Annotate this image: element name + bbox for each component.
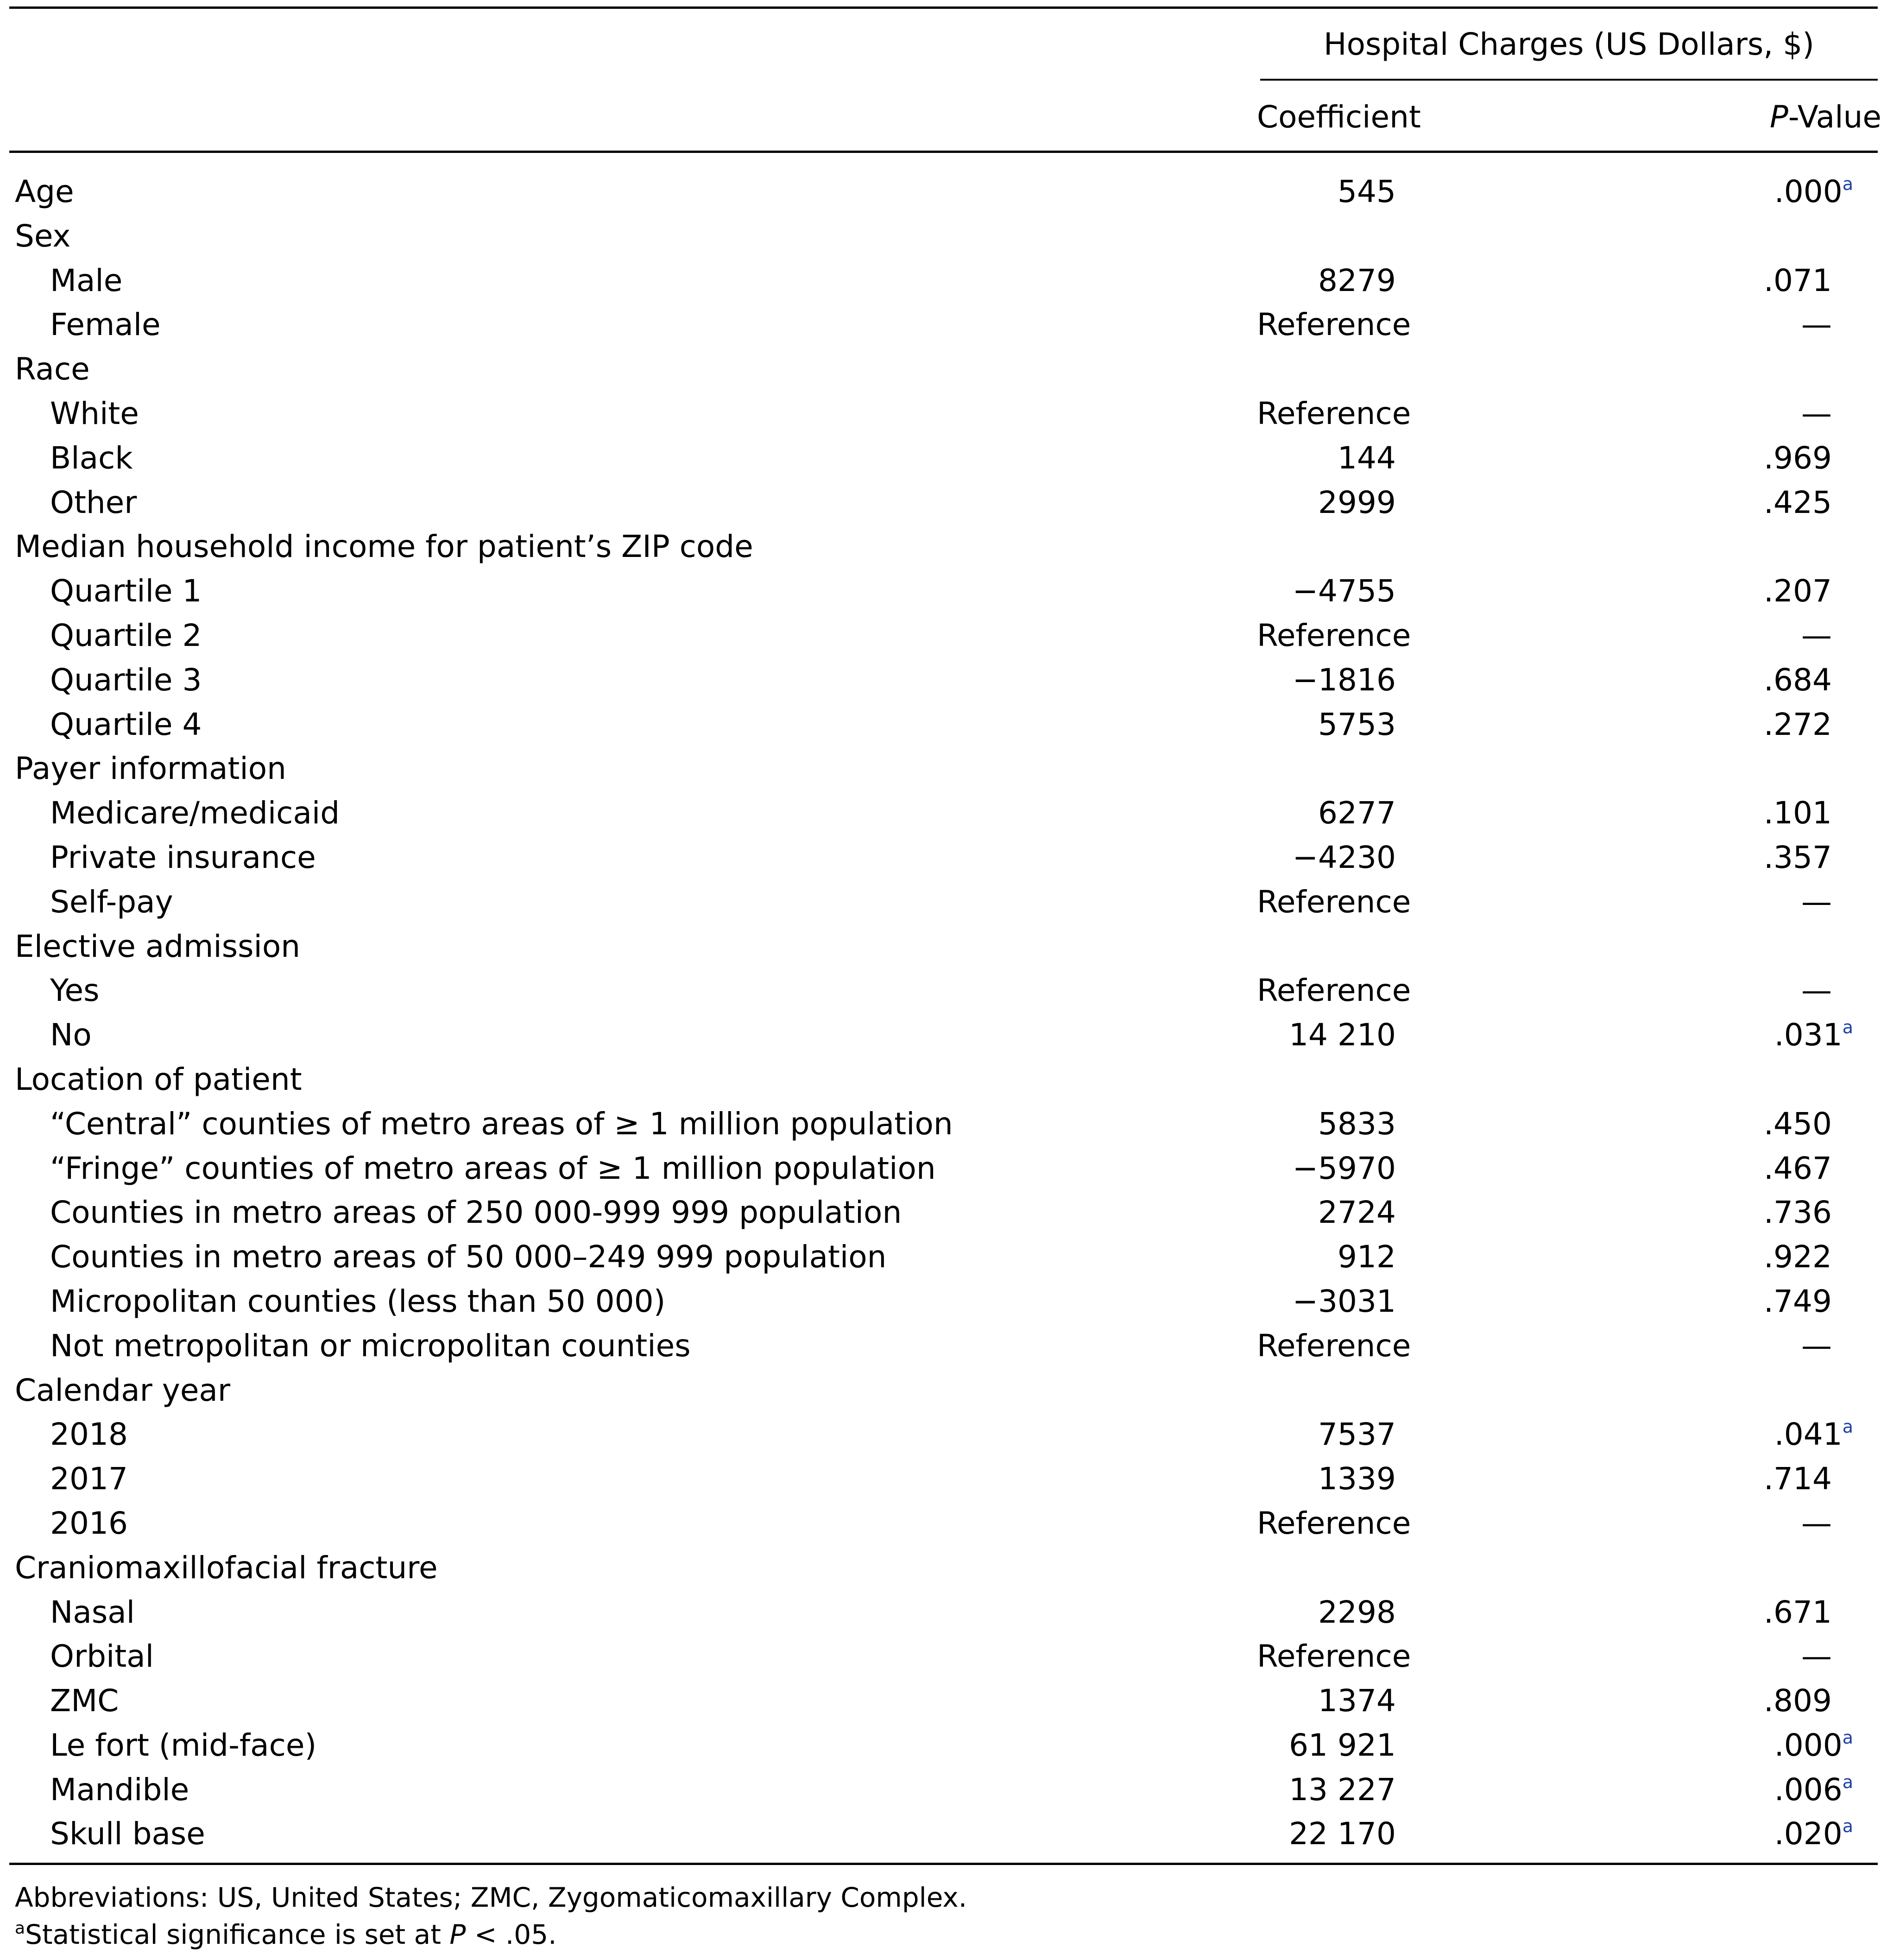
pvalue-text: — (1801, 617, 1832, 653)
significance-footnote (15, 1916, 967, 1957)
table-row (0, 1412, 1887, 1457)
table-row (0, 525, 1887, 569)
coefficient-cell: 2724 (1318, 1195, 1396, 1231)
coefficient-cell: Reference (1257, 884, 1411, 920)
pvalue-text: .467 (1764, 1150, 1832, 1186)
coefficient-cell: Reference (1257, 617, 1411, 653)
coefficient-cell: −1816 (1292, 662, 1396, 698)
table-body (0, 170, 1887, 1856)
pvalue-text: .000 (1774, 1727, 1843, 1763)
table-row (0, 1723, 1887, 1768)
coefficient-cell: 144 (1338, 440, 1396, 476)
significance-marker: a (1842, 1727, 1853, 1748)
pvalue-cell (1710, 436, 1832, 481)
table-row (0, 658, 1887, 702)
pvalue-cell (1710, 1190, 1832, 1235)
pvalue-cell (1710, 1146, 1832, 1191)
footnote-text-before: Statistical significance is set at (25, 1919, 450, 1950)
table-row (0, 1812, 1887, 1856)
pvalue-text: .357 (1764, 839, 1832, 875)
pvalue-text: .809 (1764, 1683, 1832, 1719)
pvalue-cell (1710, 1634, 1832, 1679)
row-label: Payer information (15, 751, 286, 787)
table-header-rule (9, 151, 1878, 153)
table-row (0, 835, 1887, 880)
coefficient-cell: 912 (1338, 1239, 1396, 1275)
row-label: Quartile 2 (50, 617, 202, 653)
row-label: 2016 (50, 1505, 128, 1541)
significance-marker: a (1842, 1416, 1853, 1437)
pvalue-text: .041 (1774, 1416, 1843, 1453)
pvalue-cell (1710, 702, 1832, 747)
significance-marker: a (1842, 1816, 1853, 1837)
table-top-rule (9, 6, 1878, 9)
table-row (0, 1679, 1887, 1723)
coefficient-cell: 14 210 (1289, 1017, 1396, 1053)
pvalue-text: .207 (1764, 573, 1832, 609)
coefficient-cell: 7537 (1318, 1416, 1396, 1453)
table-row (0, 1634, 1887, 1679)
pvalue-text: — (1801, 395, 1832, 431)
row-label: Le fort (mid-face) (50, 1727, 317, 1763)
pvalue-text: .736 (1764, 1195, 1832, 1231)
footnote-marker: a (15, 1919, 25, 1938)
table-row (0, 791, 1887, 835)
pvalue-cell (1710, 1412, 1853, 1461)
coefficient-cell: −3031 (1292, 1283, 1396, 1319)
coefficient-cell: 5753 (1318, 706, 1396, 742)
pvalue-cell (1710, 1768, 1853, 1817)
row-label: Quartile 4 (50, 706, 202, 742)
row-label: Counties in metro areas of 250 000-999 999 population (50, 1195, 902, 1231)
pvalue-text: — (1801, 884, 1832, 920)
footnote-text-after: < .05. (466, 1919, 557, 1950)
pvalue-cell (1710, 658, 1832, 702)
abbreviations-note: Abbreviations: US, United States; ZMC, Zygomaticomaxillary Complex. (15, 1882, 967, 1913)
pvalue-cell (1710, 1102, 1832, 1146)
table-bottom-rule (9, 1863, 1878, 1865)
pvalue-text: — (1801, 1505, 1832, 1541)
table-row (0, 1768, 1887, 1812)
table-row (0, 880, 1887, 924)
table-row (0, 392, 1887, 436)
coefficient-cell: 13 227 (1289, 1771, 1396, 1808)
row-label: Mandible (50, 1771, 189, 1808)
pvalue-cell (1710, 1013, 1853, 1062)
pvalue-text: — (1801, 307, 1832, 343)
coefficient-cell: 2999 (1318, 484, 1396, 520)
pvalue-text: .922 (1764, 1239, 1832, 1275)
footnote-text-italic: P (449, 1919, 466, 1950)
row-label: No (50, 1017, 92, 1053)
table-row (0, 1057, 1887, 1102)
pvalue-cell (1710, 1235, 1832, 1279)
table-row (0, 1013, 1887, 1057)
coefficient-cell: 1339 (1318, 1461, 1396, 1497)
row-label: “Central” counties of metro areas of ≥ 1 million population (50, 1106, 953, 1142)
pvalue-cell (1710, 1324, 1832, 1368)
row-label: Counties in metro areas of 50 000–249 999 population (50, 1239, 887, 1275)
row-label: Elective admission (15, 928, 301, 964)
row-label: White (50, 395, 139, 431)
table-row (0, 1546, 1887, 1590)
table-row (0, 702, 1887, 747)
pvalue-cell (1710, 968, 1832, 1013)
pvalue-cell (1710, 392, 1832, 436)
table-row (0, 214, 1887, 259)
pvalue-text: .425 (1764, 484, 1832, 520)
table-notes (15, 1879, 967, 1957)
pvalue-cell (1710, 1457, 1832, 1501)
significance-marker: a (1842, 1771, 1853, 1792)
table-row (0, 347, 1887, 392)
pvalue-text: .031 (1774, 1017, 1843, 1053)
coefficient-cell: 6277 (1318, 795, 1396, 831)
pvalue-text: .684 (1764, 662, 1832, 698)
table-row (0, 1235, 1887, 1279)
pvalue-text: — (1801, 1328, 1832, 1364)
column-header-pvalue (1770, 99, 1881, 136)
row-label: Skull base (50, 1816, 205, 1852)
pvalue-text: — (1801, 1638, 1832, 1675)
table-row (0, 436, 1887, 481)
row-label: Black (50, 440, 133, 476)
pvalue-cell (1710, 1679, 1832, 1723)
pvalue-text: .020 (1774, 1816, 1843, 1852)
pvalue-cell (1710, 1501, 1832, 1546)
table-row (0, 170, 1887, 214)
coefficient-cell: −4230 (1292, 839, 1396, 875)
table-row (0, 1457, 1887, 1501)
table-row (0, 1590, 1887, 1635)
row-label: 2017 (50, 1461, 128, 1497)
row-label: Not metropolitan or micropolitan counties (50, 1328, 691, 1364)
coefficient-cell: 2298 (1318, 1594, 1396, 1630)
table-row (0, 1102, 1887, 1146)
coefficient-cell: −4755 (1292, 573, 1396, 609)
row-label: “Fringe” counties of metro areas of ≥ 1 million population (50, 1150, 936, 1186)
row-label: Calendar year (15, 1372, 230, 1408)
row-label: Orbital (50, 1638, 154, 1675)
table-row (0, 1501, 1887, 1546)
coefficient-cell: 5833 (1318, 1106, 1396, 1142)
coefficient-cell: Reference (1257, 1638, 1411, 1675)
coefficient-cell: Reference (1257, 307, 1411, 343)
pvalue-header-rest: -Value (1788, 99, 1882, 135)
table-row (0, 259, 1887, 303)
pvalue-cell (1710, 1723, 1853, 1772)
table-row (0, 569, 1887, 613)
table-row (0, 1146, 1887, 1191)
pvalue-text: .071 (1764, 262, 1832, 298)
pvalue-text: .714 (1764, 1461, 1832, 1497)
table-row (0, 613, 1887, 658)
row-label: Male (50, 262, 123, 298)
table-row (0, 746, 1887, 791)
coefficient-cell: 22 170 (1289, 1816, 1396, 1852)
coefficient-cell: Reference (1257, 395, 1411, 431)
row-label: Race (15, 351, 90, 387)
table-row (0, 1279, 1887, 1324)
row-label: Medicare/medicaid (50, 795, 340, 831)
row-label: Nasal (50, 1594, 135, 1630)
pvalue-cell (1710, 259, 1832, 303)
row-label: Sex (15, 218, 71, 254)
significance-marker: a (1842, 174, 1853, 194)
significance-marker: a (1842, 1017, 1853, 1038)
table-row (0, 924, 1887, 969)
pvalue-text: .272 (1764, 706, 1832, 742)
pvalue-header-italic: P (1770, 99, 1788, 135)
coefficient-cell: 8279 (1318, 262, 1396, 298)
pvalue-cell (1710, 303, 1832, 347)
coefficient-cell: 1374 (1318, 1683, 1396, 1719)
pvalue-cell (1710, 1279, 1832, 1324)
pvalue-text: .000 (1774, 174, 1843, 209)
row-label: 2018 (50, 1416, 128, 1453)
pvalue-text: .969 (1764, 440, 1832, 476)
coefficient-cell: 61 921 (1289, 1727, 1396, 1763)
coefficient-cell: Reference (1257, 1505, 1411, 1541)
row-label: Craniomaxillofacial fracture (15, 1549, 438, 1586)
pvalue-text: .749 (1764, 1283, 1832, 1319)
table-row (0, 1190, 1887, 1235)
row-label: Age (15, 174, 74, 209)
table-row (0, 481, 1887, 525)
pvalue-text: .450 (1764, 1106, 1832, 1142)
pvalue-cell (1710, 835, 1832, 880)
pvalue-text: .671 (1764, 1594, 1832, 1630)
row-label: Private insurance (50, 839, 316, 875)
row-label: Quartile 3 (50, 662, 202, 698)
pvalue-cell (1710, 613, 1832, 658)
pvalue-cell (1710, 170, 1853, 219)
table-row (0, 1368, 1887, 1413)
coefficient-cell: Reference (1257, 973, 1411, 1009)
span-header-rule (1260, 79, 1878, 81)
coefficient-cell: −5970 (1292, 1150, 1396, 1186)
coefficient-cell: 545 (1338, 174, 1396, 209)
pvalue-cell (1710, 569, 1832, 613)
pvalue-text: .101 (1764, 795, 1832, 831)
row-label: ZMC (50, 1683, 119, 1719)
row-label: Yes (50, 973, 100, 1009)
pvalue-text: .006 (1774, 1771, 1843, 1808)
table-row (0, 1324, 1887, 1368)
coefficient-cell: Reference (1257, 1328, 1411, 1364)
row-label: Other (50, 484, 137, 520)
pvalue-cell (1710, 481, 1832, 525)
pvalue-cell (1710, 1812, 1853, 1861)
row-label: Self-pay (50, 884, 173, 920)
row-label: Micropolitan counties (less than 50 000) (50, 1283, 666, 1319)
pvalue-cell (1710, 880, 1832, 924)
table-row (0, 968, 1887, 1013)
pvalue-cell (1710, 1590, 1832, 1635)
row-label: Location of patient (15, 1061, 302, 1097)
pvalue-text: — (1801, 973, 1832, 1009)
table-row (0, 303, 1887, 347)
pvalue-cell (1710, 791, 1832, 835)
row-label: Median household income for patient’s ZIP code (15, 529, 753, 565)
span-header-hospital-charges: Hospital Charges (US Dollars, $) (1324, 26, 1814, 62)
row-label: Quartile 1 (50, 573, 202, 609)
column-header-coefficient: Coefficient (1257, 99, 1421, 135)
row-label: Female (50, 307, 161, 343)
